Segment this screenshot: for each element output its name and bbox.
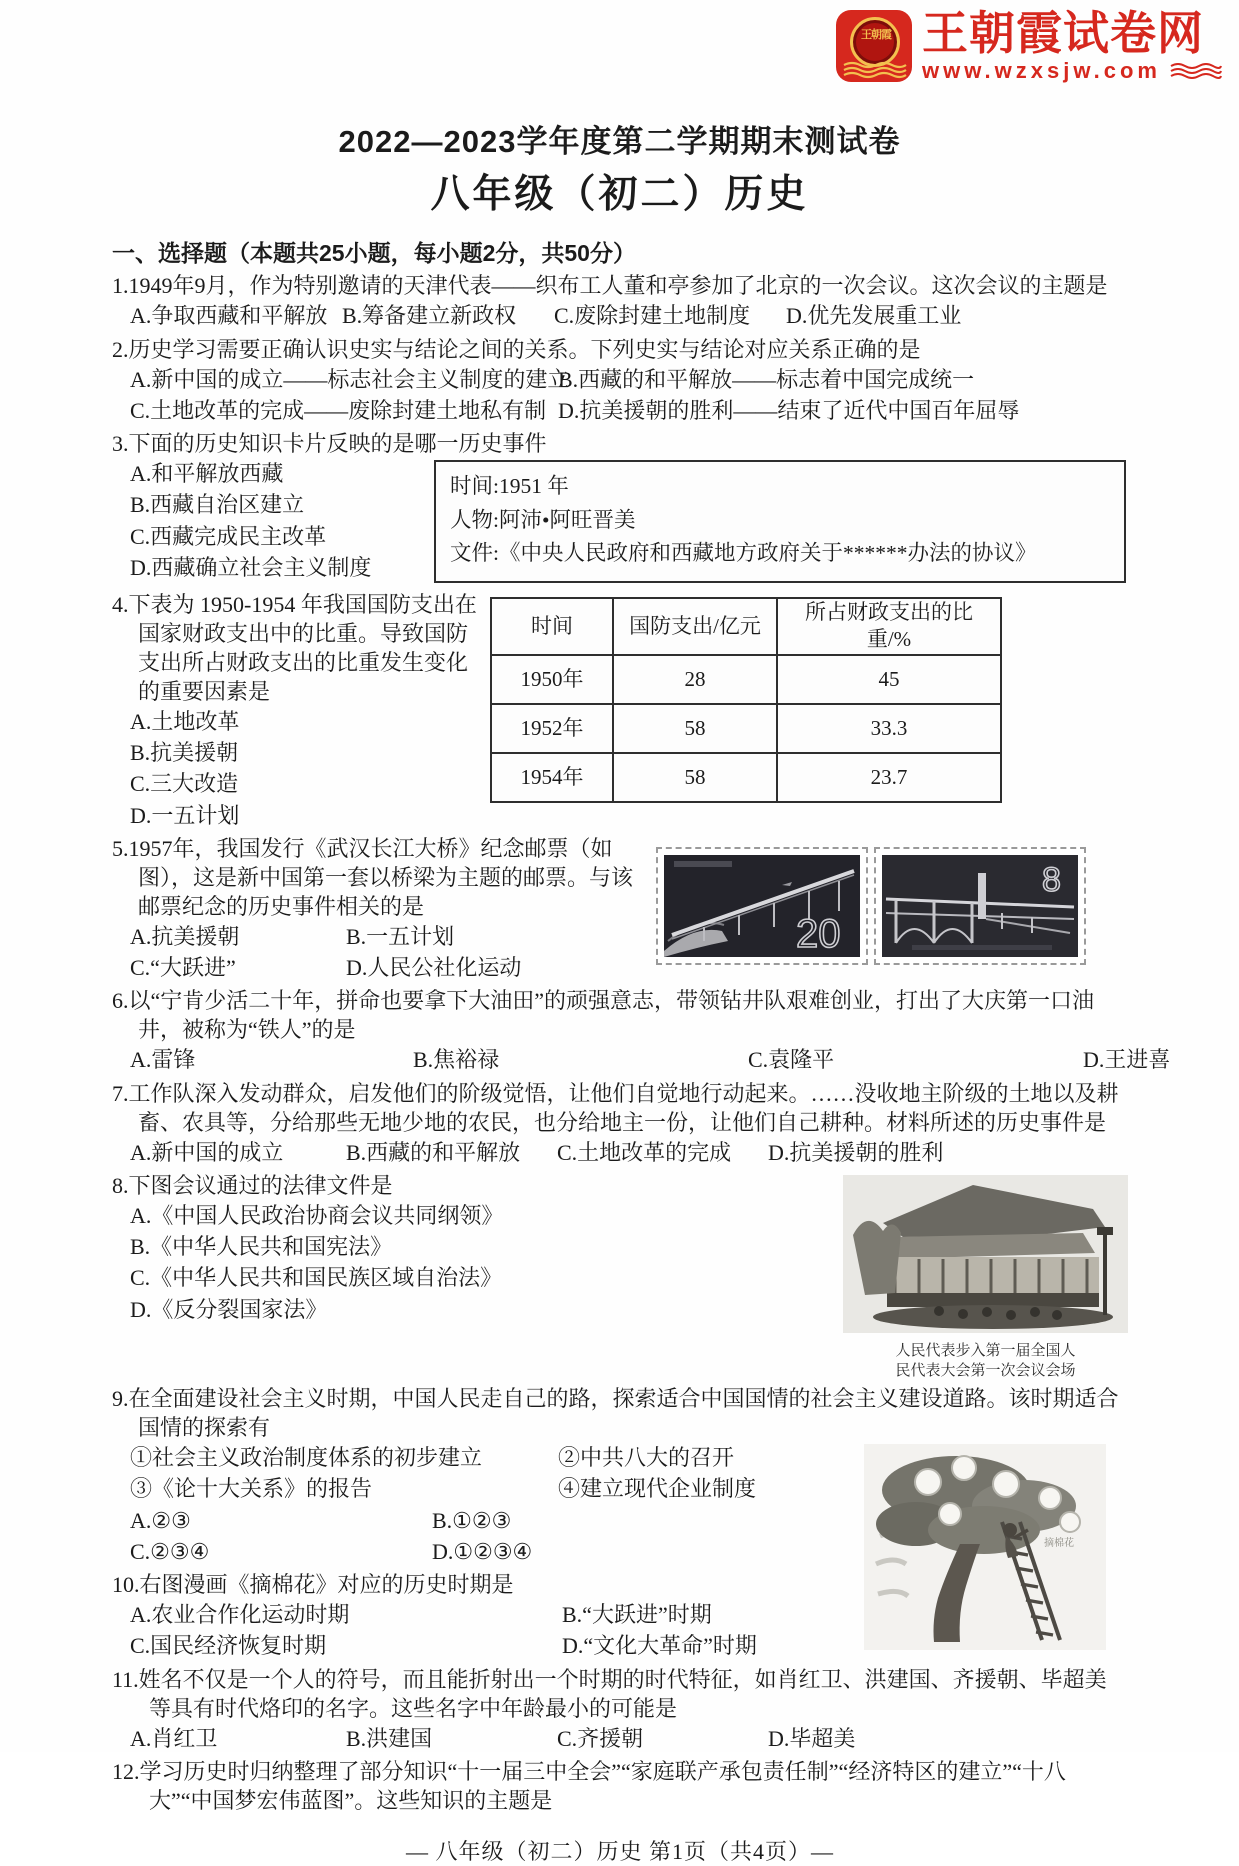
- question-8: [112, 1171, 1128, 1381]
- q8-photo-caption: [843, 1342, 1128, 1381]
- site-logo: [836, 7, 1221, 84]
- site-name: 王朝霞试卷网: [922, 7, 1204, 59]
- question-12: [112, 1757, 1128, 1815]
- defense-spending-table: [490, 597, 1002, 803]
- cell-1952-year: 1952年: [491, 704, 613, 753]
- cell-1954-spending: 58: [613, 753, 777, 802]
- svg-text:摘棉花: 摘棉花: [1044, 1538, 1074, 1550]
- stamp-denomination-20: 20: [796, 911, 841, 956]
- q1-stem: 1.1949年9月，作为特别邀请的天津代表——织布工人董和亭参加了北京的一次会议。这次会议的主题是: [112, 273, 1108, 299]
- q8-caption-line1: 人民代表步入第一届全国人: [895, 1343, 1076, 1359]
- q7-stem: 7.工作队深入发动群众，启发他们的阶级觉悟，让他们自觉地行动起来。……没收地主阶级的土地以及耕畜、农具等，分给那些无地少地的农民，也分给地主一份，让他们自己耕种。材料所述的历史事件是: [112, 1080, 1119, 1135]
- q2-option-c: C.土地改革的完成——废除封建土地私有制: [130, 397, 547, 423]
- q11-option-d: D.毕超美: [768, 1725, 856, 1751]
- q3-stem: 3.下面的历史知识卡片反映的是哪一历史事件: [112, 431, 547, 457]
- q4-option-a: A.土地改革: [130, 708, 240, 734]
- q9-q10-block: [112, 1442, 1128, 1661]
- q9-items-row2: [130, 1473, 856, 1504]
- q10-option-a: A.农业合作化运动时期: [130, 1602, 350, 1628]
- q3-card-document: 文件:《中央人民政府和西藏地方政府关于******办法的协议》: [450, 541, 1037, 566]
- q9-item-2: ②中共八大的召开: [558, 1445, 735, 1471]
- question-2: [112, 335, 1128, 427]
- question-9: [112, 1384, 1128, 1442]
- stamp-20fen: [656, 847, 868, 965]
- q4-option-c: C.三大改造: [130, 771, 239, 797]
- q9-item-3: ③《论十大关系》的报告: [130, 1476, 373, 1502]
- q5-option-b: B.一五计划: [346, 923, 455, 949]
- q11-stem: 11.姓名不仅是一个人的符号，而且能折射出一个时期的时代特征，如肖红卫、洪建国、齐援朝、毕超美等具有时代烙印的名字。这些名字中年龄最小的可能是: [112, 1666, 1107, 1721]
- table-row: [491, 704, 1001, 753]
- q11-option-b: B.洪建国: [346, 1725, 433, 1751]
- cell-1950-ratio: 45: [777, 655, 1001, 704]
- q8-option-b: B.《中华人民共和国宪法》: [130, 1234, 393, 1260]
- q2-option-d: D.抗美援朝的胜利——结束了近代中国百年屈辱: [558, 397, 1020, 423]
- q10-stem: 10.右图漫画《摘棉花》对应的历史时期是: [112, 1572, 514, 1597]
- q5-option-a: A.抗美援朝: [130, 923, 240, 949]
- bridge-stamps-figure: [656, 847, 1086, 965]
- q6-option-a: A.雷锋: [130, 1047, 196, 1073]
- question-3: [112, 429, 1128, 587]
- q3-body: [112, 458, 1128, 587]
- q10-option-d: D.“文化大革命”时期: [562, 1633, 757, 1659]
- q3-knowledge-card: [434, 460, 1126, 583]
- q3-option-d: D.西藏确立社会主义制度: [130, 554, 372, 580]
- q8-option-a: A.《中国人民政治协商会议共同纲领》: [130, 1203, 504, 1228]
- logo-emblem-text: 王朝霞: [861, 29, 891, 41]
- q1-option-a: A.争取西藏和平解放: [130, 303, 328, 329]
- q11-option-a: A.肖红卫: [130, 1725, 218, 1751]
- q3-option-a: A.和平解放西藏: [130, 461, 284, 487]
- q3-card-person: 人物:阿沛•阿旺晋美: [450, 507, 636, 532]
- q7-options: [130, 1137, 1128, 1168]
- q2-stem: 2.历史学习需要正确认识史实与结论之间的关系。下列史实与结论对应关系正确的是: [112, 336, 921, 362]
- question-4: [112, 587, 1128, 831]
- q4-option-d: D.一五计划: [130, 802, 240, 828]
- q3-option-b: B.西藏自治区建立: [130, 492, 305, 518]
- bridge-aerial-stamp-art-icon: [664, 855, 860, 957]
- cell-1954-ratio: 23.7: [777, 753, 1001, 802]
- cotton-picking-cartoon-icon: [864, 1444, 1106, 1650]
- question-5: [112, 831, 1128, 984]
- logo-gold-waves-icon: [842, 62, 906, 78]
- table-row: [491, 753, 1001, 802]
- subject-title: 八年级（初二）历史: [430, 173, 809, 216]
- q6-option-c: C.袁隆平: [748, 1047, 835, 1073]
- q2-options-row2: [130, 395, 1128, 426]
- url-waves-icon: [1169, 62, 1221, 80]
- q12-stem: 12.学习历史时归纳整理了部分知识“十一届三中全会”“家庭联产承包责任制”“经济特区的建立”“十八大”“中国梦宏伟蓝图”。这些知识的主题是: [112, 1758, 1066, 1813]
- q11-option-c: C.齐援朝: [557, 1725, 644, 1751]
- q7-option-d: D.抗美援朝的胜利: [768, 1139, 944, 1165]
- q10-option-c: C.国民经济恢复时期: [130, 1633, 327, 1659]
- q1-option-c: C.废除封建土地制度: [554, 303, 751, 329]
- exam-content: [112, 238, 1171, 1866]
- q4-stem: 4.下表为 1950-1954 年我国国防支出在国家财政支出中的比重。导致国防支出所占财政支出的比重发生变化的重要因素是: [112, 591, 477, 704]
- exam-session-title: 2022—2023学年度第二学期期末测试卷: [338, 124, 901, 159]
- table-row: [491, 655, 1001, 704]
- q9-stem: 9.在全面建设社会主义时期，中国人民走自己的路，探索适合中国国情的社会主义建设道路。该时期适合国情的探索有: [112, 1386, 1119, 1441]
- table-header-row: [491, 598, 1001, 655]
- q3-option-c: C.西藏完成民主改革: [130, 523, 327, 549]
- th-time: 时间: [491, 598, 613, 655]
- q8-option-d: D.《反分裂国家法》: [130, 1296, 328, 1322]
- q8-option-c: C.《中华人民共和国民族区域自治法》: [130, 1265, 503, 1291]
- logo-text-block: [922, 7, 1221, 84]
- q7-option-a: A.新中国的成立: [130, 1139, 284, 1165]
- q3-card-time: 时间:1951 年: [450, 474, 569, 499]
- stamp-8fen: [874, 847, 1086, 965]
- q5-stem: 5.1957年，我国发行《武汉长江大桥》纪念邮票（如图），这是新中国第一套以桥梁为主题的邮票。与该邮票纪念的历史事件相关的是: [112, 835, 634, 919]
- q8-assembly-photo-figure: [843, 1175, 1128, 1381]
- cell-1954-year: 1954年: [491, 753, 613, 802]
- q2-options-row1: [130, 364, 1128, 395]
- th-spending: 国防支出/亿元: [613, 598, 777, 655]
- q10-options-row2: [130, 1630, 856, 1661]
- cell-1950-year: 1950年: [491, 655, 613, 704]
- site-url: www.wzxsjw.com: [922, 58, 1161, 83]
- question-11: [112, 1665, 1128, 1754]
- q9-option-c: C.②③④: [130, 1538, 210, 1564]
- q5-option-d: D.人民公社化运动: [346, 955, 522, 981]
- q9-option-a: A.②③: [130, 1507, 191, 1533]
- q1-options: [130, 300, 1128, 331]
- q9-options-row1: [130, 1505, 856, 1536]
- question-1: [112, 271, 1128, 331]
- logo-app-icon: [836, 10, 912, 82]
- q5-options-row1: [130, 921, 652, 952]
- question-6: [112, 986, 1171, 1075]
- q9-option-d: D.①②③④: [432, 1538, 533, 1564]
- q8-stem: 8.下图会议通过的法律文件是: [112, 1172, 393, 1198]
- stamp-denomination-8: 8: [1042, 860, 1061, 899]
- logo-emblem-icon: [850, 17, 900, 67]
- q4-left-column: [112, 587, 482, 831]
- assembly-hall-photo-icon: [843, 1175, 1128, 1333]
- bridge-elevation-stamp-art-icon: [882, 855, 1078, 957]
- cell-1952-spending: 58: [613, 704, 777, 753]
- q1-option-b: B.筹备建立新政权: [342, 303, 517, 329]
- q9-item-4: ④建立现代企业制度: [558, 1476, 757, 1502]
- section-heading: 一、选择题（本题共25小题，每小题2分，共50分）: [112, 240, 636, 266]
- q10-option-b: B.“大跃进”时期: [562, 1602, 712, 1628]
- q9-option-b: B.①②③: [432, 1507, 512, 1533]
- q5-left-column: [112, 831, 652, 984]
- q5-options-row2: [130, 952, 652, 983]
- th-ratio: 所占财政支出的比重/%: [777, 598, 1001, 655]
- cell-1952-ratio: 33.3: [777, 704, 1001, 753]
- q6-option-d: D.王进喜: [1083, 1047, 1171, 1073]
- question-7: [112, 1079, 1128, 1168]
- q9-options-row2: [130, 1536, 856, 1567]
- cell-1950-spending: 28: [613, 655, 777, 704]
- q7-option-c: C.土地改革的完成: [557, 1139, 732, 1165]
- q8-caption-line2: 民代表大会第一次会议会场: [895, 1362, 1076, 1379]
- q2-option-b: B.西藏的和平解放——标志着中国完成统一: [558, 366, 975, 392]
- q5-option-c: C.“大跃进”: [130, 955, 236, 981]
- q6-options: [130, 1044, 1171, 1075]
- page-footer: — 八年级（初二）历史 第1页（共4页）—: [405, 1838, 834, 1864]
- q10-options-row1: [130, 1599, 856, 1630]
- q4-option-b: B.抗美援朝: [130, 740, 239, 766]
- q2-option-a: A.新中国的成立——标志社会主义制度的建立: [130, 366, 570, 392]
- q9-item-1: ①社会主义政治制度体系的初步建立: [130, 1445, 483, 1471]
- q1-option-d: D.优先发展重工业: [786, 303, 962, 329]
- q7-option-b: B.西藏的和平解放: [346, 1139, 521, 1165]
- q11-options: [130, 1723, 1128, 1754]
- q6-option-b: B.焦裕禄: [413, 1047, 500, 1073]
- q6-stem: 6.以“宁肯少活二十年，拼命也要拿下大油田”的顽强意志，带领钻井队艰难创业，打出了大庆第一口油井，被称为“铁人”的是: [112, 988, 1095, 1043]
- q9-items-row1: [130, 1442, 856, 1473]
